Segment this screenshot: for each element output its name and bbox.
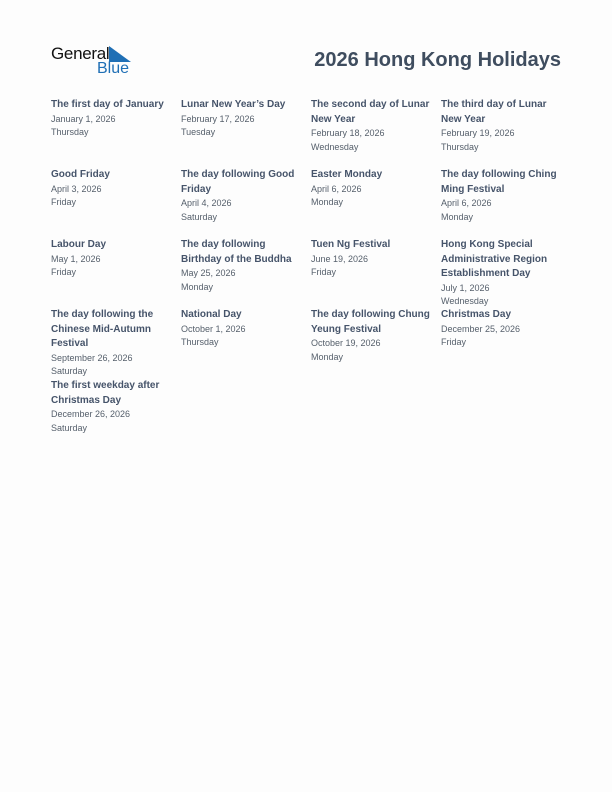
holiday-weekday: Thursday — [181, 337, 219, 347]
holiday-date: April 4, 2026 — [181, 198, 232, 208]
holiday-date: June 19, 2026 — [311, 253, 369, 264]
holiday-name: Good Friday — [51, 169, 110, 180]
holiday-date: February 18, 2026 — [311, 128, 385, 138]
holiday-name: The second day of Lunar New Year — [311, 99, 430, 125]
holiday-name: Labour Day — [51, 239, 107, 250]
holiday-name: Christmas Day — [441, 309, 512, 320]
holiday-date: April 3, 2026 — [51, 183, 102, 194]
holiday-name: The day following Chung Yeung Festival — [311, 309, 430, 335]
holiday-item — [181, 238, 305, 294]
logo-word-general: General — [51, 44, 110, 63]
holiday-item — [441, 168, 565, 224]
holiday-weekday: Monday — [311, 351, 344, 362]
holiday-item — [51, 308, 175, 379]
holiday-weekday: Saturday — [181, 211, 218, 222]
general-blue-logo — [51, 44, 141, 78]
holiday-item — [51, 168, 175, 210]
holiday-weekday: Saturday — [51, 366, 88, 376]
holiday-date: October 19, 2026 — [311, 338, 381, 348]
holiday-item — [311, 98, 435, 154]
holiday-name: The third day of Lunar New Year — [441, 99, 547, 125]
holiday-date: May 25, 2026 — [181, 268, 236, 278]
holiday-date: December 26, 2026 — [51, 409, 131, 419]
holiday-item — [311, 238, 435, 280]
holiday-item — [181, 98, 305, 140]
logo-word-blue: Blue — [97, 60, 130, 77]
holiday-name: The first day of January — [51, 99, 164, 110]
holiday-item — [181, 308, 305, 350]
holiday-weekday: Tuesday — [181, 127, 216, 137]
holiday-date: April 6, 2026 — [441, 198, 492, 208]
holiday-weekday: Friday — [51, 197, 77, 207]
holiday-item — [311, 308, 435, 364]
holiday-weekday: Monday — [441, 211, 474, 222]
holiday-name: The day following the Chinese Mid-Autumn Festival — [51, 309, 154, 349]
holiday-item — [311, 168, 435, 210]
holiday-item — [51, 98, 175, 140]
holiday-item — [441, 308, 565, 350]
holiday-weekday: Friday — [311, 267, 337, 277]
holiday-date: July 1, 2026 — [441, 282, 490, 293]
holiday-weekday: Monday — [311, 197, 344, 207]
holiday-name: Lunar New Year’s Day — [181, 99, 286, 110]
holiday-date: October 1, 2026 — [181, 323, 246, 334]
holiday-date: May 1, 2026 — [51, 253, 101, 264]
holiday-date: September 26, 2026 — [51, 352, 133, 363]
holiday-weekday: Wednesday — [441, 296, 489, 306]
holiday-name: The first weekday after Christmas Day — [51, 380, 160, 406]
holiday-weekday: Saturday — [51, 422, 88, 433]
holiday-weekday: Monday — [181, 281, 214, 292]
holiday-item — [181, 168, 305, 224]
holiday-name: The day following Ching Ming Festival — [441, 169, 557, 195]
page-title: 2026 Hong Kong Holidays — [314, 49, 561, 71]
holiday-item — [441, 98, 565, 154]
holiday-weekday: Friday — [441, 337, 467, 347]
holiday-item — [441, 238, 565, 309]
holiday-item — [51, 238, 175, 280]
holiday-name: Tuen Ng Festival — [311, 239, 391, 250]
holiday-name: Easter Monday — [311, 169, 383, 180]
holiday-weekday: Thursday — [51, 127, 89, 137]
holiday-name: The day following Birthday of the Buddha — [181, 239, 292, 265]
holiday-date: December 25, 2026 — [441, 323, 521, 334]
holiday-name: The day following Good Friday — [181, 169, 295, 195]
holiday-name: National Day — [181, 309, 242, 320]
holiday-weekday: Wednesday — [311, 141, 359, 152]
holiday-date: January 1, 2026 — [51, 113, 116, 124]
holiday-item — [51, 379, 175, 435]
holiday-weekday: Thursday — [441, 141, 479, 152]
holiday-date: April 6, 2026 — [311, 183, 362, 194]
holiday-weekday: Friday — [51, 267, 77, 277]
holiday-name: Hong Kong Special Administrative Region Establishment Day — [441, 239, 548, 279]
holiday-date: February 17, 2026 — [181, 113, 255, 124]
holiday-date: February 19, 2026 — [441, 128, 515, 138]
